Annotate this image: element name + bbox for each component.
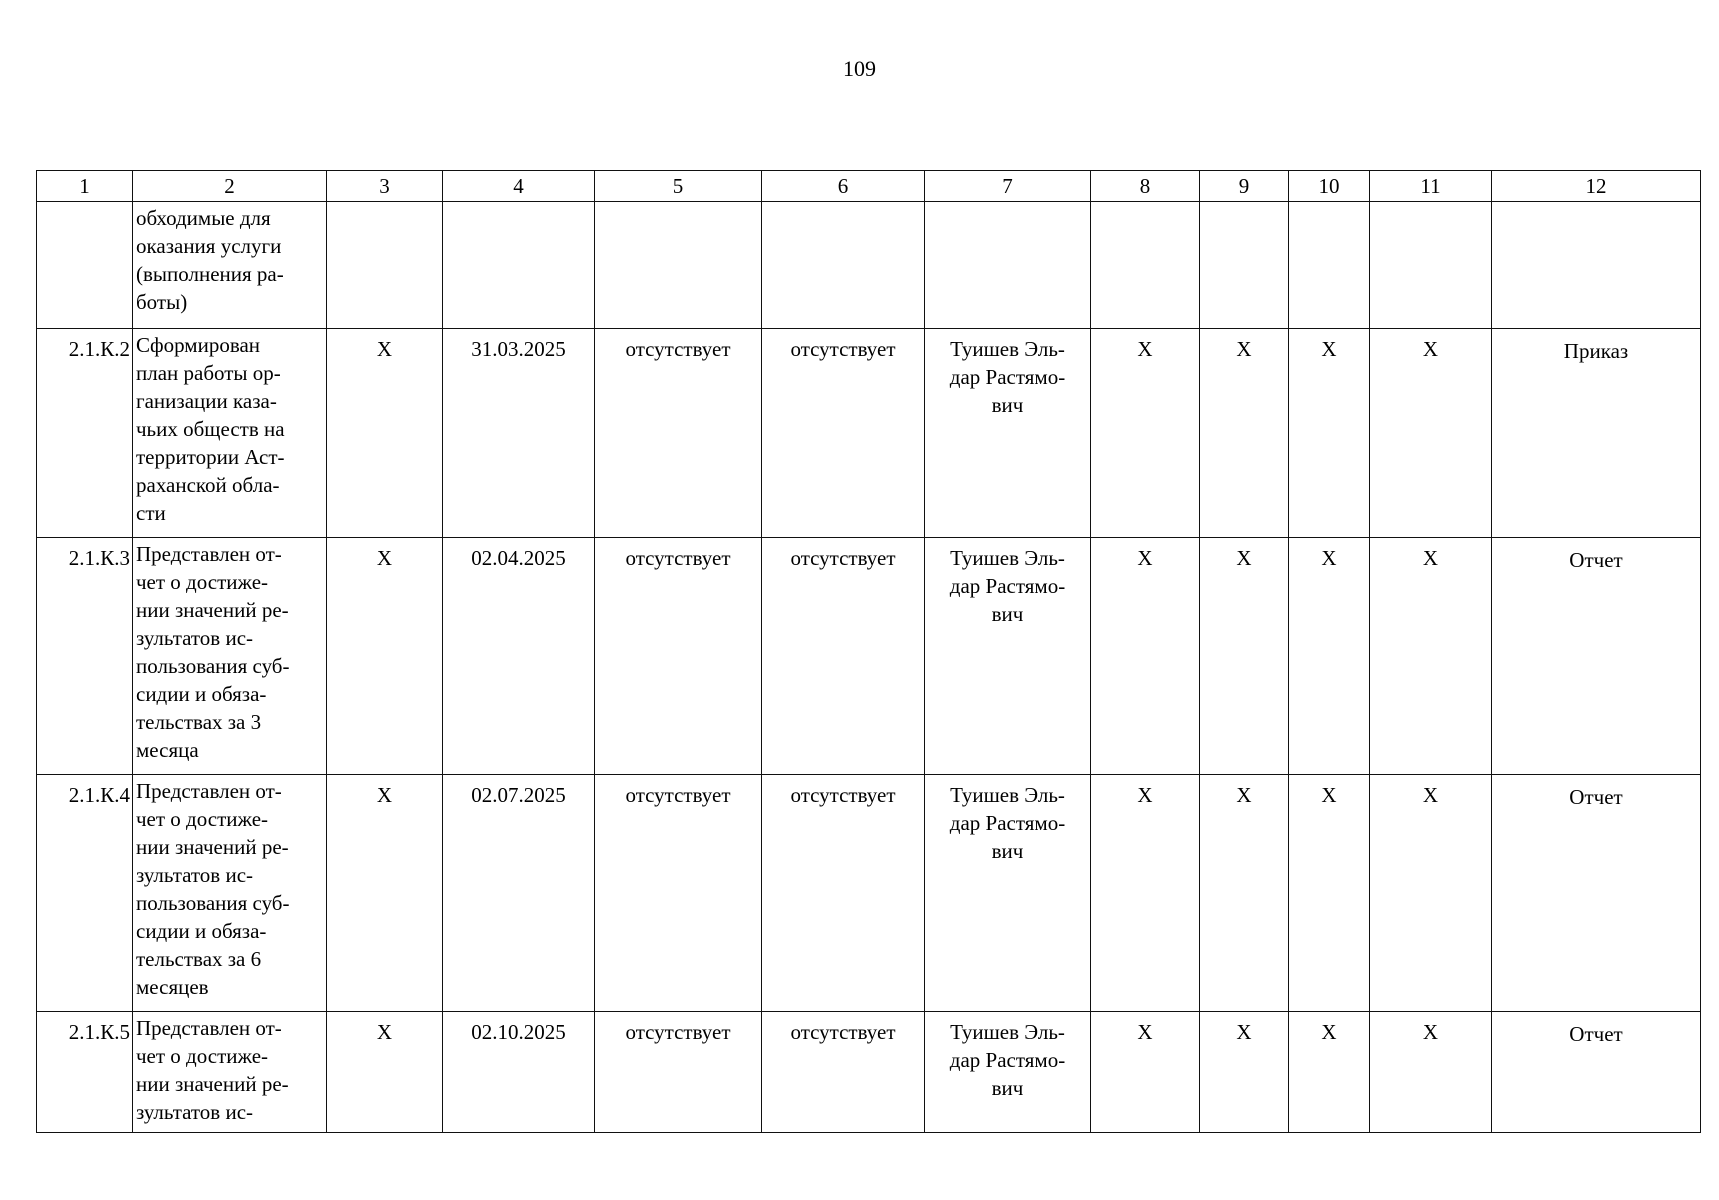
cell-col-3: X: [327, 1012, 443, 1133]
cell-col-10: X: [1289, 538, 1370, 775]
control-point-code: 2.1.К.5: [37, 1012, 133, 1133]
cell-col-9: X: [1200, 1012, 1289, 1133]
cell-col-5: отсутствует: [595, 538, 762, 775]
control-point-code: 2.1.К.4: [37, 775, 133, 1012]
column-number: 8: [1091, 171, 1200, 202]
column-number: 10: [1289, 171, 1370, 202]
cell-col-5: отсутствует: [595, 1012, 762, 1133]
cell-col-8: X: [1091, 1012, 1200, 1133]
cell-col-3: X: [327, 538, 443, 775]
due-date: 02.07.2025: [443, 775, 595, 1012]
column-number: 5: [595, 171, 762, 202]
cell-col-5: [595, 202, 762, 329]
cell-col-11: X: [1370, 775, 1492, 1012]
cell-col-10: [1289, 202, 1370, 329]
table-row: [37, 775, 1701, 1012]
cell-col-6: [762, 202, 925, 329]
table-row: [37, 202, 1701, 329]
column-number: 12: [1492, 171, 1701, 202]
document-type: Отчет: [1492, 1012, 1701, 1133]
cell-col-11: X: [1370, 329, 1492, 538]
cell-col-10: X: [1289, 329, 1370, 538]
cell-col-11: X: [1370, 1012, 1492, 1133]
due-date: 02.10.2025: [443, 1012, 595, 1133]
responsible-person: Туишев Эль- дар Растямо- вич: [925, 775, 1091, 1012]
control-point-code: 2.1.К.2: [37, 329, 133, 538]
document-type: Отчет: [1492, 538, 1701, 775]
cell-col-5: отсутствует: [595, 329, 762, 538]
control-point-name: Представлен от- чет о достиже- нии значений ре- зультатов ис-: [133, 1012, 327, 1133]
cell-col-9: X: [1200, 329, 1289, 538]
cell-col-3: X: [327, 775, 443, 1012]
column-number: 7: [925, 171, 1091, 202]
table-body: [37, 202, 1701, 1133]
control-point-code: 2.1.К.3: [37, 538, 133, 775]
cell-col-8: X: [1091, 775, 1200, 1012]
column-number: 1: [37, 171, 133, 202]
cell-col-6: отсутствует: [762, 329, 925, 538]
cell-col-8: X: [1091, 538, 1200, 775]
cell-col-5: отсутствует: [595, 775, 762, 1012]
responsible-person: Туишев Эль- дар Растямо- вич: [925, 329, 1091, 538]
table-row: [37, 538, 1701, 775]
control-point-name: обходимые для оказания услуги (выполнения ра- боты): [133, 202, 327, 329]
cell-col-10: X: [1289, 1012, 1370, 1133]
table-row: [37, 1012, 1701, 1133]
table-row: [37, 329, 1701, 538]
cell-col-3: [327, 202, 443, 329]
due-date: 31.03.2025: [443, 329, 595, 538]
document-type: [1492, 202, 1701, 329]
document-type: Приказ: [1492, 329, 1701, 538]
column-number-row: [37, 171, 1701, 202]
column-number: 6: [762, 171, 925, 202]
cell-col-9: [1200, 202, 1289, 329]
column-number: 11: [1370, 171, 1492, 202]
due-date: 02.04.2025: [443, 538, 595, 775]
document-type: Отчет: [1492, 775, 1701, 1012]
responsible-person: Туишев Эль- дар Растямо- вич: [925, 538, 1091, 775]
cell-col-6: отсутствует: [762, 775, 925, 1012]
cell-col-8: X: [1091, 329, 1200, 538]
responsible-person: [925, 202, 1091, 329]
cell-col-9: X: [1200, 538, 1289, 775]
control-point-name: Представлен от- чет о достиже- нии значений ре- зультатов ис- пользования суб- сидии и обяза- тельствах за 6 месяцев: [133, 775, 327, 1012]
control-point-name: Сформирован план работы ор- ганизации каза- чьих обществ на территории Аст- раханской обла- сти: [133, 329, 327, 538]
column-number: 3: [327, 171, 443, 202]
cell-col-6: отсутствует: [762, 1012, 925, 1133]
control-point-code: [37, 202, 133, 329]
page-number: 109: [843, 56, 876, 81]
column-number: 2: [133, 171, 327, 202]
plan-table: [36, 170, 1701, 1133]
cell-col-9: X: [1200, 775, 1289, 1012]
cell-col-3: X: [327, 329, 443, 538]
cell-col-10: X: [1289, 775, 1370, 1012]
cell-col-8: [1091, 202, 1200, 329]
responsible-person: Туишев Эль- дар Растямо- вич: [925, 1012, 1091, 1133]
column-number: 4: [443, 171, 595, 202]
cell-col-6: отсутствует: [762, 538, 925, 775]
column-number: 9: [1200, 171, 1289, 202]
cell-col-11: X: [1370, 538, 1492, 775]
due-date: [443, 202, 595, 329]
control-point-name: Представлен от- чет о достиже- нии значений ре- зультатов ис- пользования суб- сидии и обяза- тельствах за 3 месяца: [133, 538, 327, 775]
cell-col-11: [1370, 202, 1492, 329]
